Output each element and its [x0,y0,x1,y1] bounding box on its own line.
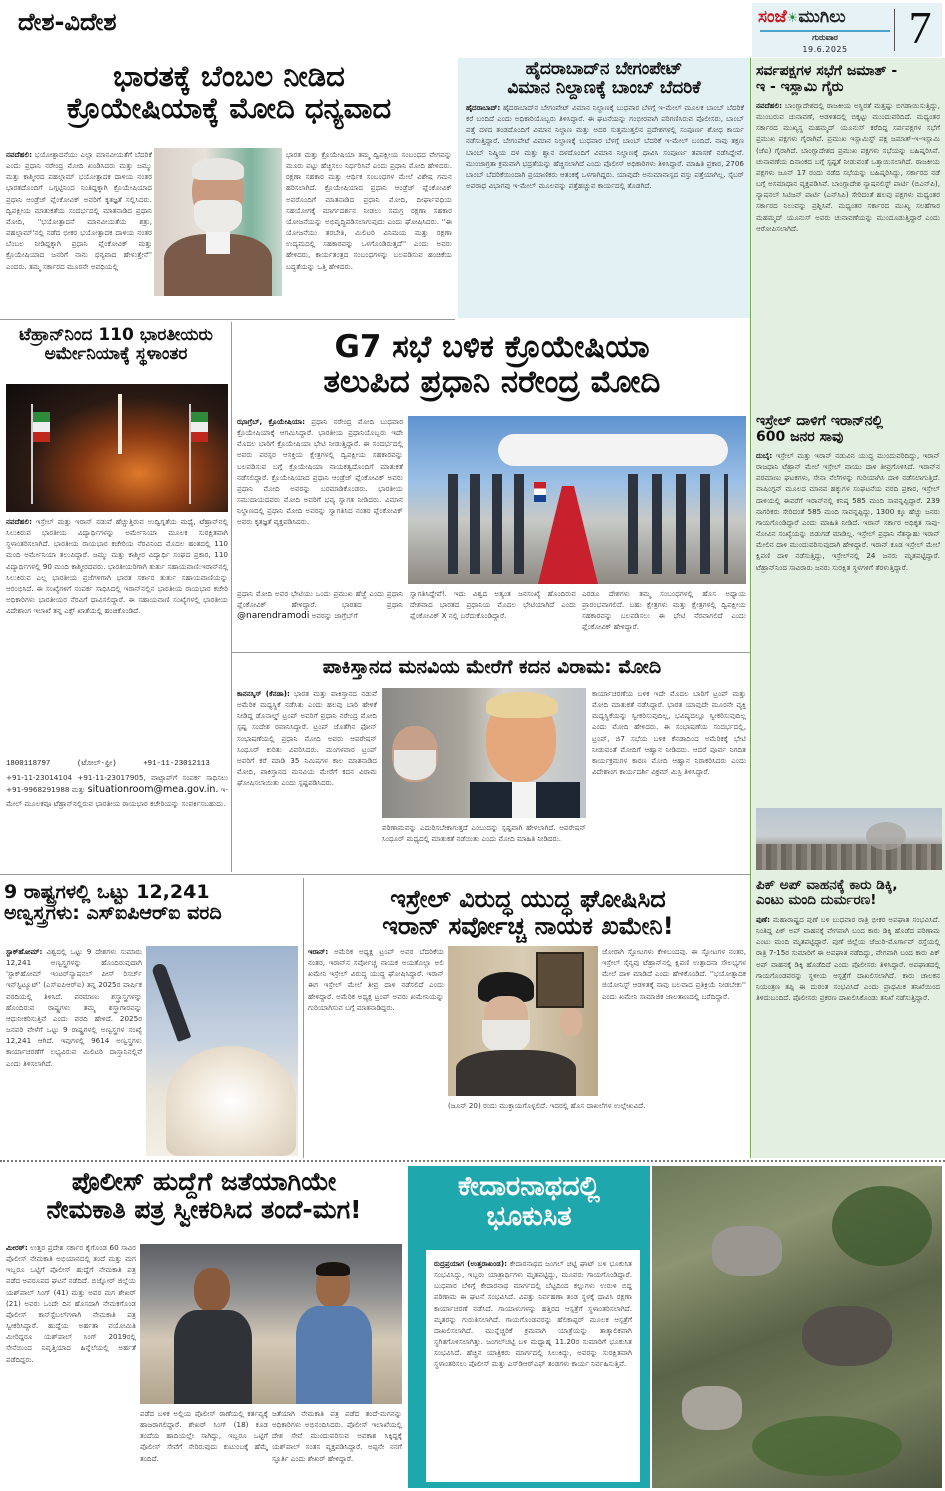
portrait-frame [536,952,584,1008]
son-hair [316,1262,350,1276]
masthead-box [752,3,942,57]
article-text: ಕಾರ್ಯಾಚರಣೆಯ ಬಳಿಕ ಇದೇ ಮೊದಲ ಬಾರಿಗೆ ಟ್ರಂಪ್ ಮತ್ತು ಮೋದಿ ಮಾತುಕತೆ ನಡೆಸಿದ್ದಾರೆ. ಭಾರತ ಯಾವುದೇ ಮೂರನೇ ವ್ಯಕ್ತಿ ಮಧ್ಯಸ್ಥಿಕೆಯನ್ನು ಸ್ವೀಕರಿಸುವುದಿಲ್ಲ, ಭವಿಷ್ಯದಲ್ಲೂ ಸ್ವೀಕರಿಸುವುದಿಲ್ಲ ಎಂದು ಮೋದಿ ಹೇಳಿದರು. ಈ ಸಂಭಾಷಣೆಯ ಸಂದರ್ಭದಲ್ಲಿ, ಟ್ರಂಪ್, ಜಿ7 ಸಭೆಯ ಬಳಿಕ ಕೆನಡಾದಿಂದ ಅಮೆರಿಕಕ್ಕೆ ಭೇಟಿ ನೀಡುವಂತೆ ಮೋದಿಗೆ ಆಹ್ವಾನ ನೀಡಿದರು. ಆದರೆ ಪೂರ್ವ ನಿಗದಿತ ಕಾರ್ಯಕ್ರಮಗಳ ಕಾರಣ ಮೋದಿ ಆಹ್ವಾನ ನಿರಾಕರಿಸಿದರು ಎಂದು ವಿದೇಶಾಂಗ ಕಾರ್ಯದರ್ಶಿ ವಿಕ್ರಮ್ ಮಿಸ್ರಿ ತಿಳಿಸಿದ್ದಾರೆ. [592,689,746,777]
beard [482,1020,530,1054]
dateline: ನವದೆಹಲಿ: [6,517,32,526]
rock-2 [802,1306,892,1366]
g7-col2 [410,588,576,648]
police-col1 [6,1242,136,1486]
zagreb-arrival-photo [408,416,746,584]
headline-line: ಭಾರತಕ್ಕೆ ಬೆಂಬಲ ನೀಡಿದ [113,59,345,93]
flag-pole-left [31,404,33,504]
aircraft [498,434,728,466]
police-col2 [140,1408,268,1488]
father-head [194,1268,230,1312]
portrait-beard [194,200,242,234]
jamaat-body [756,100,940,406]
exhaust-plume [166,1046,296,1156]
building-silhouettes [756,844,942,870]
headline-line: ನೇಮಕಾತಿ ಪತ್ರ ಸ್ವೀಕರಿಸಿದ ತಂದೆ-ಮಗ! [46,1195,362,1224]
father-son-photo [140,1244,402,1404]
kedarnath-body-panel [426,1250,640,1482]
helpline-numbers: +91-11-23014104 +91-11-23017905, ವಾಟ್ಸಾಪ್‌ಗೆ ಸಂಪರ್ಕ ಸಾಧಿಸಲು +91-9968291988 ಮತ್ತು [6,773,228,795]
missile-launch-photo [146,946,298,1156]
article-text: ಹೈದರಾಬಾದ್‌ನ ಬೇಗಂಪೇಟ್ ವಿಮಾನ ನಿಲ್ದಾಣಕ್ಕೆ ಬುಧವಾರ ಬೆಳಗ್ಗೆ ಇ-ಮೇಲ್ ಮೂಲಕ ಬಾಂಬ್ ಬೆದರಿಕೆ ಕರೆ ಬಂದಿದೆ ಎಂದು ಅಧಿಕಾರಿಯೊಬ್ಬರು ತಿಳಿಸಿದ್ದಾರೆ. ಈ ಘಟನೆಯನ್ನು ಗಂಭೀರವಾಗಿ ಪರಿಗಣಿಸಿರುವ ಪೊಲೀಸರು, ಬಾಂಬ್ ಪತ್ತೆ ದಳದ ತಂಡದೊಂದಿಗೆ ವಿಮಾನ ನಿಲ್ದಾಣ ಮತ್ತು ಅದರ ಸುತ್ತಮುತ್ತಲಿನ ಪ್ರದೇಶಗಳಲ್ಲಿ ಸಂಪೂರ್ಣ ಶೋಧ ಕಾರ್ಯ ನಡೆಸುತ್ತಿದ್ದಾರೆ. ಬೇಗಂಪೇಟೆ ವಿಮಾನ ನಿಲ್ದಾಣಕ್ಕೆ ಬುಧವಾರ ಬೆಳಗ್ಗೆ ಬಾಂಬ್ ಬೆದರಿಕೆ ಇ-ಮೇಲ್ ಬಂದಿದೆ. ನಾವು ತಕ್ಷಣ ಬಾಂಬ್ ನಿಷ್ಕ್ರಿಯ ದಳ ಮತ್ತು ಶ್ವಾನ ದಳದೊಂದಿಗೆ ವಿಮಾನ ನಿಲ್ದಾಣಕ್ಕೆ ಧಾವಿಸಿ ಸಂಪೂರ್ಣ ತಪಾಸಣೆ ನಡೆಸಿದ್ದೇವೆ. ಮುಂಜಾಗ್ರತಾ ಕ್ರಮವಾಗಿ ಭದ್ರತೆಯನ್ನು ಹೆಚ್ಚಿಸಲಾಗಿದೆ ಎಂದು ಪೊಲೀಸ್ ಅಧಿಕಾರಿಗಳು ತಿಳಿಸಿದ್ದಾರೆ. ಮಾಹಿತಿ ಪ್ರಕಾರ, 2706 ಬಾಂಬ್ ಬೆದರಿಕೆಯಿಂದಾಗಿ ಪ್ರಯಾಣಿಕರು ಆತಂಕಕ್ಕೆ ಒಳಗಾಗಿದ್ದರು. ಯಾವುದೇ ಅನುಮಾನಾಸ್ಪದ ವಸ್ತು ಪತ್ತೆಯಾಗಿಲ್ಲ. ಸೈಬರ್ ಅಪರಾಧ ವಿಭಾಗವು ಇ-ಮೇಲ್ ಮೂಲವನ್ನು ಪತ್ತೆಹಚ್ಚುವ ಕಾರ್ಯದಲ್ಲಿ ತೊಡಗಿದೆ. [466,103,744,191]
israel-600-headline [756,414,942,445]
article-text: ಭಾರತ ಮತ್ತು ಪಾಕಿಸ್ತಾನದ ನಡುವೆ ಅಮೆರಿಕ ಮಧ್ಯಸ್ಥಿಕೆ ನಡೆಸಿತು ಎಂದು ಹಲವು ಬಾರಿ ಹೇಳಿಕೆ ನೀಡಿದ್ದ ಡೊನಾಲ್ಡ್ ಟ್ರಂಪ್ ಅವರಿಗೆ ಪ್ರಧಾನಿ ನರೇಂದ್ರ ಮೋದಿ ಸ್ಪಷ್ಟ ಸಂದೇಶ ರವಾನಿಸಿದ್ದಾರೆ. ಟ್ರಂಪ್ ಜೊತೆಗಿನ ಫೋನ್ ಸಂಭಾಷಣೆಯಲ್ಲಿ ಪ್ರಧಾನಿ ಮೋದಿ ಅವರು ಆಪರೇಷನ್ ಸಿಂಧೂರ್ ಕುರಿತು ವಿವರಿಸಿದರು. ಮಂಗಳವಾರ ಟ್ರಂಪ್ ಅವರಿಗೆ ಕರೆ ಮಾಡಿ 35 ನಿಮಿಷಗಳ ಕಾಲ ಮಾತನಾಡಿದ ಮೋದಿ, ಪಾಕಿಸ್ತಾನದ ಮನವಿಯ ಮೇರೆಗೆ ಕದನ ವಿರಾಮ ಘೋಷಿಸಲಾಯಿತು ಎಂದು ಸ್ಪಷ್ಟಪಡಿಸಿದರು. [237,689,377,788]
helpline-block [6,772,228,872]
headline-line: 600 ಜನರ ಸಾವು [756,428,844,445]
hyderabad-box [458,58,750,318]
masthead-divider [894,9,895,51]
kedarnath-body [434,1258,632,1476]
police-col3 [272,1408,402,1488]
headline-line: ಅರ್ಮೇನಿಯಾಕ್ಕೆ ಸ್ಥಳಾಂತರ [44,344,188,365]
divider [232,652,750,653]
police-headline [0,1168,408,1224]
paper-name-black: ಮುಗಿಲು [798,7,846,27]
honor-guard-right [628,474,728,574]
headline-line: ಇರಾನ್ ಸರ್ವೋಚ್ಚ ನಾಯಕ ಖಮೇನಿ! [382,911,674,940]
g7-headline [234,330,750,399]
article-text: ಪ್ರಧಾನಿ ನರೇಂದ್ರ ಮೋದಿ ಬುಧವಾರ ಕ್ರೊಯೇಷಿಯಾಕ್ಕೆ ಆಗಮಿಸಿದ್ದಾರೆ. ಭಾರತೀಯ ಪ್ರಧಾನಿಯೊಬ್ಬರು ಇದೇ ಮೊದಲ ಬಾರಿಗೆ ಕ್ರೊಯೇಷಿಯಾ ಭೇಟಿ ನೀಡುತ್ತಿದ್ದಾರೆ. ಈ ಸಂದರ್ಭದಲ್ಲಿ ಅವರು ಪರಸ್ಪರ ಆಸಕ್ತಿಯ ಕ್ಷೇತ್ರಗಳಲ್ಲಿ ದ್ವಿಪಕ್ಷೀಯ ಸಹಕಾರವನ್ನು ಬಲಪಡಿಸುವ ಬಗ್ಗೆ ಕ್ರೊಯೇಷಿಯಾ ನಾಯಕತ್ವದೊಂದಿಗೆ ಮಾತುಕತೆ ನಡೆಸಲಿದ್ದಾರೆ. ಕ್ರೊಯೇಷಿಯಾದ ಪ್ರಧಾನಿ ಆಂಡ್ರೆಜ್ ಪ್ಲೆಂಕೋವಿಕ್ ಅವರು ಪ್ರಧಾನಿ ಮೋದಿ ಅವರನ್ನು ಬರಮಾಡಿಕೊಂಡರು. ಭಾರತೀಯ ಸಮುದಾಯದವರು ಮೋದಿ ಅವರಿಗೆ ಭವ್ಯ ಸ್ವಾಗತ ನೀಡಿದರು. ವಿಮಾನ ನಿಲ್ದಾಣದಲ್ಲಿ ಪ್ರಧಾನಿ ಮೋದಿ ಅವರನ್ನು ಸ್ವಾಗತಿಸಿದ ನಂತರ ಪ್ಲೆಂಕೋವಿಕ್ ಅವರು ಕೃತಜ್ಞತೆ ವ್ಯಕ್ತಪಡಿಸಿದರು. [237,417,403,527]
headline-line: ಪೊಲೀಸ್ ಹುದ್ದೆಗೆ ಜತೆಯಾಗಿಯೇ [71,1167,337,1196]
flag-right [190,412,208,442]
headline-line: ಎಂಟು ಮಂದಿ ದುರ್ಮರಣ! [756,892,877,909]
croatia-thanks-headline [0,60,458,125]
rock-1 [712,1226,782,1276]
hyderabad-headline [458,60,750,98]
dateline: ನವದೆಹಲಿ: [756,101,782,110]
trump-shirt [512,782,536,818]
landslide-photo [652,1166,942,1488]
tehran-fire-photo [6,384,228,512]
logo-underline [760,30,890,32]
red-carpet [538,486,598,584]
helpline-email[interactable]: situationroom@mea.gov.in. [87,784,219,796]
article-text: ಅಮೆರಿಕ ಅಧ್ಯಕ್ಷ ಟ್ರಂಪ್ ಅವರ ಬೆದರಿಕೆಯ ನಂತರ, ಇರಾನ್‌ನ ಸರ್ವೋಚ್ಚ ನಾಯಕ ಅಯತೊಲ್ಲಾ ಅಲಿ ಖಮೇನಿ ಇಸ್ರೇಲ್ ವಿರುದ್ಧ ಯುದ್ಧ ಘೋಷಿಸಿದ್ದಾರೆ. ಇರಾನ್ ಈಗ ಇಸ್ರೇಲ್ ಮೇಲೆ ತೀವ್ರ ದಾಳಿ ನಡೆಸಲಿದೆ ಎಂದು ಹೇಳಿದ್ದಾರೆ. ಅಮೆರಿಕ ಅಧ್ಯಕ್ಷ ಟ್ರಂಪ್ ಅವರು ಖಮೇನಿಯನ್ನು ಗುರಿಯಾಗಿಸುವ ಬಗ್ಗೆ ಮಾತನಾಡಿದ್ದರು. [308,947,444,1012]
article-text: (ಜೂನ್ 20) ರಂದು ಮುಕ್ತಾಯಗೊಳ್ಳಲಿದೆ. ಇದರಲ್ಲಿ ಹೊಸ ದಾಖಲೆಗಳ ಉಲ್ಲೇಖವಿದೆ. [448,1101,646,1110]
son-shirt [296,1306,372,1404]
article-text: ಭಯೋತ್ಪಾದನೆಯು ಎಲ್ಲಾ ಮಾನವೀಯತೆಗೆ ಬೆದರಿಕೆ ಎಂದು ಪ್ರಧಾನಿ ನರೇಂದ್ರ ಮೋದಿ ಖಂಡಿಸಿದರು ಮತ್ತು ಜಮ್ಮು ಮತ್ತು ಕಾಶ್ಮೀರದ ಪಹಲ್ಗಾಮ್ ಭಯೋತ್ಪಾದಕ ದಾಳಿಯ ನಂತರ ಭಾರತದೊಂದಿಗೆ ಒಗ್ಗಟ್ಟಿನಿಂದ ನಿಂತಿದ್ದಕ್ಕಾಗಿ ಕ್ರೊಯೇಷಿಯಾದ ಪ್ರಧಾನಿ ಆಂಡ್ರೆಜ್ ಪ್ಲೆಂಕೋವಿಕ್ ಅವರಿಗೆ ಕೃತಜ್ಞತೆ ಸಲ್ಲಿಸಿದರು. ದ್ವಿಪಕ್ಷೀಯ ಮಾತುಕತೆಯ ಸಂದರ್ಭದಲ್ಲಿ ಮಾತನಾಡಿದ ಪ್ರಧಾನಿ ಮೋದಿ, ''ಭಯೋತ್ಪಾದನೆ ಮಾನವೀಯತೆಯ ಶತ್ರು, ಪಹಲ್ಗಾಮ್'ನಲ್ಲಿ ನಡೆದ ಭೀಕರ ಭಯೋತ್ಪಾದಕ ದಾಳಿಯ ನಂತರ ಬೆಂಬಲ ನೀಡಿದ್ದಕ್ಕಾಗಿ ಪ್ರಧಾನಿ ಪ್ಲೆಂಕೋವಿಕ್ ಮತ್ತು ಕ್ರೊಯೇಷಿಯಾದ ಜನರಿಗೆ ನಾನು ಧನ್ಯವಾದ ಹೇಳುತ್ತೇನೆ'' ಎಂದರು. ತಮ್ಮ ಸರ್ಕಾರದ ಮೂರನೇ ಅವಧಿಯಲ್ಲಿ [6,150,152,271]
pakistan-headline: ಪಾಕಿಸ್ತಾನದ ಮನವಿಯ ಮೇರೆಗೆ ಕದನ ವಿರಾಮ: ಮೋದಿ [322,656,662,678]
dateline: ನವದೆಹಲಿ: [6,150,32,159]
article-text: ಬಾಂಗ್ಲಾದೇಶದಲ್ಲಿ ರಾಜಕೀಯ ಅಸ್ಥಿರತೆ ಮತ್ತಷ್ಟು ಬಿಗಡಾಯಿಸುತ್ತಿದ್ದು, ಮುಂಬರುವ ಚುನಾವಣೆ, ಆಡಳಿತದಲ್ಲಿ ಬಿಕ್ಕಟ್ಟು ಮುಂದುವರಿದಿದೆ. ಮಧ್ಯಂತರ ಸರ್ಕಾರದ ಮುಖ್ಯಸ್ಥ ಮಹಮ್ಮದ್ ಯೂನುಸ್ ಕರೆದಿದ್ದ ಸರ್ವಪಕ್ಷಗಳ ಸಭೆಗೆ ಪ್ರಮುಖ ಪಕ್ಷಗಳು ಗೈರಾಗಿವೆ. ಪ್ರಮುಖ ಇಸ್ಲಾಮಿಸ್ಟ್ ಪಕ್ಷ ಜಮಾತ್-ಇ-ಇಸ್ಲಾಮಿ (ಜೆಐ) ಗೈರಾಗಿದೆ. ಬಾಂಗ್ಲಾದೇಶದ ಪ್ರಮುಖ ಪಕ್ಷಗಳು ಸಭೆಯನ್ನು ಬಹಿಷ್ಕರಿಸಿವೆ. ಚುನಾವಣೆಯ ದಿನಾಂಕದ ಬಗ್ಗೆ ಸ್ಪಷ್ಟತೆ ನೀಡುವಂತೆ ಒತ್ತಾಯಿಸಲಾಗಿದೆ. ರಾಜಕೀಯ ಪಕ್ಷಗಳು ಜೂನ್ 17 ರಂದು ನಡೆದ ಸಭೆಯನ್ನು ಬಹಿಷ್ಕರಿಸಿದ್ದು, ಸರ್ಕಾರದ ನಡೆ ಬಗ್ಗೆ ಅಸಮಾಧಾನ ವ್ಯಕ್ತಪಡಿಸಿವೆ. ಬಾಂಗ್ಲಾದೇಶ ನ್ಯಾಷನಲಿಸ್ಟ್ ಪಾರ್ಟಿ (ಬಿಎನ್‌ಪಿ), ನ್ಯಾಷನಲ್ ಸಿಟಿಜನ್ ಪಾರ್ಟಿ (ಎನ್‌ಸಿಪಿ) ಸೇರಿದಂತೆ ಹಲವು ಪಕ್ಷಗಳು ಮಧ್ಯಂತರ ಸರ್ಕಾರದ ನಿಲುವನ್ನು ಪ್ರಶ್ನಿಸಿವೆ. ಮಧ್ಯಂತರ ಸರ್ಕಾರದ ಮುಖ್ಯ ಸಲಹೆಗಾರ ಮಹಮ್ಮದ್ ಯೂನುಸ್ ಅವರು ಚುನಾವಣೆಯನ್ನು ಮುಂದೂಡುತ್ತಿದ್ದಾರೆ ಎಂದು ಆರೋಪಿಸಲಾಗಿದೆ. [756,101,940,233]
headline-line: ಇಸ್ರೇಲ್ ವಿರುದ್ಧ ಯುದ್ಧ ಘೋಷಿಸಿದ [390,885,666,913]
robe [456,1050,576,1096]
page-number: 7 [908,2,932,53]
headline-line: ಕ್ರೊಯೇಷಿಯಾಕ್ಕೆ ಮೋದಿ ಧನ್ಯವಾದ [66,91,392,126]
khamenei-col1 [308,946,444,1096]
khamenei-headline [306,886,750,940]
kedarnath-box [408,1166,650,1488]
headline-line: ಇಸ್ರೇಲ್ ದಾಳಿಗೆ ಇರಾನ್‌ನಲ್ಲಿ [756,413,883,429]
dateline: ಕಾನನಸ್ಕಿಸ್ (ಕೆನಡಾ): [237,689,290,698]
headline-line: ಹೈದರಾಬಾದ್‌ನ ಬೇಗಂಪೇಟ್ [525,59,683,79]
headline-line: G7 ಸಭೆ ಬಳಿಕ ಕ್ರೊಯೇಷಿಯಾ [334,329,650,365]
dateline: ಪುಣೆ: [756,915,770,924]
croatian-flag [534,482,546,502]
hyderabad-body [466,102,744,314]
article-text: ಇಸ್ರೇಲ್ ಮತ್ತು ಇರಾನ್ ನಡುವೆ ಹೆಚ್ಚುತ್ತಿರುವ ಉದ್ವಿಗ್ನತೆಯ ಮಧ್ಯೆ, ಟೆಹ್ರಾನ್‌ನಲ್ಲಿ ಸಿಲುಕಿರುವ ಭಾರತೀಯ ವಿದ್ಯಾರ್ಥಿಗಳನ್ನು ಅರ್ಮೇನಿಯಾ ಮೂಲಕ ಸುರಕ್ಷಿತವಾಗಿ ಸ್ಥಳಾಂತರಿಸಲಾಗಿದೆ. ಭಾರತೀಯ ರಾಯಭಾರ ಕಚೇರಿಯ ನೆರವಿನಿಂದ ಮೊದಲ ಹಂತದಲ್ಲಿ 110 ಮಂದಿ ಅರ್ಮೇನಿಯಾ ತಲುಪಿದ್ದಾರೆ. ಜಮ್ಮು ಮತ್ತು ಕಾಶ್ಮೀರ ವಿದ್ಯಾರ್ಥಿ ಸಂಘದ ಪ್ರಕಾರ, 110 ವಿದ್ಯಾರ್ಥಿಗಳಲ್ಲಿ 90 ಮಂದಿ ಕಾಶ್ಮೀರದವರು. ಭಾರತೀಯರಿಗಾಗಿ ತುರ್ತು ಸಹಾಯವಾಣಿ:ಇರಾನ್‌ನಲ್ಲಿ ಸಿಲುಕಿರುವ ಎಲ್ಲ ಭಾರತೀಯ ಪ್ರಜೆಗಳಿಗಾಗಿ ಭಾರತ ಸರ್ಕಾರ ತುರ್ತು ಸಹಾಯವಾಣಿಯನ್ನು ಆರಂಭಿಸಿದೆ. ಈ ಸಂಖ್ಯೆಗಳಿಗೆ ಸಂಪರ್ಕ ಸಾಧಿಸಿದಲ್ಲಿ ಇರಾನ್‌ನಲ್ಲಿನ ಭಾರತೀಯ ರಾಯಭಾರ ಕಚೇರಿ ಅಧಿಕಾರಿಗಳು ಭಾರತೀಯರ ನೆರವಿಗೆ ಧಾವಿಸಲಿದ್ದಾರೆ. ಈ ಸಹಾಯವಾಣಿ ಸಂಖ್ಯೆಗಳಲ್ಲಿ ಭಾರತೀಯ ವಿದೇಶಾಂಗ ಇಲಾಖೆ ತನ್ನ ಎಕ್ಸ್ ಖಾತೆಯಲ್ಲಿ ಹಂಚಿಕೊಂಡಿದೆ. [6,517,228,616]
jamaat-headline [756,64,942,95]
armenia-headline [0,326,232,364]
trump-hair [486,692,558,718]
raised-hand [560,1008,582,1036]
headline-line: ಅಣ್ವಸ್ತ್ರಗಳು: ಎಸ್‌ಐಪಿಆರ್‌ಐ ವರದಿ [4,902,222,925]
section-title: ದೇಶ-ವಿದೇಶ [18,8,117,36]
issue-day: ಗುರುವಾರ [812,33,838,42]
armenia-body [6,516,228,756]
column-rule [303,878,304,1158]
divider [0,874,750,875]
article-text: ಕೇದಾರನಾಥದ ಜಂಗಲ್ ಚಟ್ಟಿ ಘಾಟ್ ಬಳಿ ಭೂಕುಸಿತ ಸಂಭವಿಸಿದ್ದು, ಇಬ್ಬರು ಯಾತ್ರಾರ್ಥಿಗಳು ಮೃತಪಟ್ಟಿದ್ದು, ಮೂವರು ಗಾಯಗೊಂಡಿದ್ದಾರೆ. ಬುಧವಾರ ಬೆಳಿಗ್ಗೆ ಕೇದಾರನಾಥ ಮಾರ್ಗದಲ್ಲಿ ಬೆಟ್ಟದಿಂದ ಕಲ್ಲುಗಳು ಉರುಳಿ ಬಿದ್ದ ಪರಿಣಾಮ ಈ ಘಟನೆ ಸಂಭವಿಸಿದೆ. ವಿಪತ್ತು ನಿರ್ವಹಣಾ ತಂಡ ಸ್ಥಳಕ್ಕೆ ಧಾವಿಸಿ ರಕ್ಷಣಾ ಕಾರ್ಯಾಚರಣೆ ನಡೆಸಿದೆ. ಗಾಯಾಳುಗಳನ್ನು ಹತ್ತಿರದ ಆಸ್ಪತ್ರೆಗೆ ಸ್ಥಳಾಂತರಿಸಲಾಗಿದೆ. ಮೃತರನ್ನು ಗುರುತಿಸಲಾಗಿದೆ. ಗಾಯಗೊಂಡವರನ್ನು ಹೆಲಿಕಾಪ್ಟರ್ ಮೂಲಕ ಆಸ್ಪತ್ರೆಗೆ ದಾಖಲಿಸಲಾಗಿದೆ. ಮುನ್ನೆಚ್ಚರಿಕೆ ಕ್ರಮವಾಗಿ ಯಾತ್ರೆಯನ್ನು ತಾತ್ಕಾಲಿಕವಾಗಿ ಸ್ಥಗಿತಗೊಳಿಸಲಾಗಿತ್ತು. ಜಂಗಲ್‌ಚಟ್ಟಿ ಬಳಿ ಮಧ್ಯಾಹ್ನ 11.20ರ ಸುಮಾರಿಗೆ ಭೂಕುಸಿತ ಸಂಭವಿಸಿದೆ. ಹೆಚ್ಚಿನ ಯಾತ್ರಿಕರು ಮಾರ್ಗದಲ್ಲಿ ಸಿಲುಕಿದ್ದು, ಅವರನ್ನು ಸುರಕ್ಷಿತವಾಗಿ ಸ್ಥಳಾಂತರಿಸಲು ಪೊಲೀಸ್ ಮತ್ತು ಎಸ್‌ಡಿಆರ್‌ಎಫ್ ತಂಡಗಳು ಕಾರ್ಯ ನಿರ್ವಹಿಸುತ್ತಿವೆ. [434,1259,632,1369]
khamenei-caption [448,1100,746,1156]
headline-line: ಭೂಕುಸಿತ [486,1201,572,1233]
tehran-skyline-photo [756,808,942,870]
kedarnath-headline [408,1172,650,1232]
headline-line: ಕೇದಾರನಾಥದಲ್ಲಿ [457,1171,601,1202]
pakistan-col1 [237,688,377,818]
flag-left [32,412,50,442]
divider [0,319,455,320]
dateline: ಸ್ಟಾಕ್‌ಹೋಮ್: [6,947,43,956]
g7-col3 [582,588,746,648]
g7-col1 [237,416,403,584]
article-text: ಪ್ರಧಾನಿ ಮೋದಿ ಅವರ ಭೇಟಿಯು ಒಂದು ಪ್ರಮುಖ ಹೆಜ್ಜೆ ಎಂದು ಪ್ರಧಾನಿ ಪ್ಲೆಂಕೋವಿಕ್ ಹೇಳಿದ್ದಾರೆ. ಭಾರತದ ಪ್ರಧಾನಿ [237,589,403,610]
dateline: ಝಾಗ್ರೆಬ್, ಕ್ರೊಯೇಷಿಯಾ: [237,417,306,426]
modi-portrait-photo [154,148,282,296]
portrait-collar [206,232,230,254]
paper-name-red: ಸಂಜೆ [758,7,787,27]
paper-logo [758,7,894,29]
headline-line: 9 ರಾಷ್ಟ್ರಗಳಲ್ಲಿ ಒಟ್ಟು 12,241 [4,881,210,903]
modi-trump-photo [382,688,586,818]
missile [151,962,192,1042]
headline-line: ವಿಮಾನ ನಿಲ್ದಾಣಕ್ಕೆ ಬಾಂಬ್ ಬೆದರಿಕೆ [507,78,701,99]
nuclear-body [6,946,142,1160]
headline-line: ಟೆಹ್ರಾನ್‌ನಿಂದ 110 ಭಾರತೀಯರು [19,325,213,345]
article-text: ಭಾರತ ಮತ್ತು ಕ್ರೊಯೇಷಿಯಾ ತಮ್ಮ ದ್ವಿಪಕ್ಷೀಯ ಸಂಬಂಧದ ವೇಗವನ್ನು ಮೂರು ಪಟ್ಟು ಹೆಚ್ಚಿಸಲು ನಿರ್ಧರಿಸಿವೆ ಎಂದು ಪ್ರಧಾನಿ ಮೋದಿ ಹೇಳಿದರು. ರಕ್ಷಣಾ ಸಹಕಾರ ಮತ್ತು ಆರ್ಥಿಕ ಸಂಬಂಧಗಳ ಮೇಲೆ ವಿಶೇಷ ಗಮನ ಹರಿಸಲಾಗಿದೆ. ಕ್ರೊಯೇಷಿಯಾದ ಪ್ರಧಾನಿ ಆಂಡ್ರೆಜ್ ಪ್ಲೆಂಕೋವಿಕ್ ಅವರೊಂದಿಗೆ ಮಾತನಾಡಿದ ಪ್ರಧಾನಿ ಮೋದಿ, ದೀರ್ಘಾವಧಿಯ ಸಹಯೋಗಕ್ಕೆ ಮಾರ್ಗದರ್ಶನ ನೀಡಲು ಸಮಗ್ರ ರಕ್ಷಣಾ ಸಹಕಾರ ಯೋಜನೆಯನ್ನು ಅಭಿವೃದ್ಧಿಪಡಿಸಲಾಗುವುದು ಎಂದು ಘೋಷಿಸಿದರು. ''ಈ ಯೋಜನೆಯು ತರಬೇತಿ, ಮಿಲಿಟರಿ ವಿನಿಮಯ ಮತ್ತು ರಕ್ಷಣಾ ಉದ್ಯಮದಲ್ಲಿ ಸಹಕಾರವನ್ನು ಒಳಗೊಂಡಿರುತ್ತದೆ'' ಎಂದು ಅವರು ಹೇಳಿದರು, ಕಾರ್ಯತಂತ್ರದ ಸಂಬಂಧಗಳನ್ನು ಬಲಪಡಿಸುವ ಹಂಚಿಕೆಯ ಬದ್ಧತೆಯನ್ನು ಒತ್ತಿ ಹೇಳಿದರು. [286,150,452,271]
nuclear-headline [4,882,300,925]
article-text: ಪರಿಣಾಮವನ್ನು ಎದುರಿಸಬೇಕಾಗುತ್ತದೆ ಎಂಬುದನ್ನು ಸ್ಪಷ್ಟವಾಗಿ ಹೇಳಲಾಗಿದೆ. ಆಪರೇಷನ್ ಸಿಂಧೂರ್ ಮಧ್ಯದಲ್ಲಿ ಮಾತುಕತೆ ನಡೆಯಿತು ಎಂದು ಮೋದಿ ಮಾಹಿತಿ ನೀಡಿದರು. [382,823,586,844]
column-rule [231,322,232,872]
twitter-handle[interactable]: @narendramodi [237,611,310,622]
article-text: ಉತ್ತರ ಪ್ರದೇಶ ಸರ್ಕಾರ ಕೈಗೊಂಡ 60 ಸಾವಿರ ಪೊಲೀಸ್ ನೇಮಕಾತಿ ಅಭಿಯಾನದಲ್ಲಿ ತಂದೆ ಮತ್ತು ಮಗ ಇಬ್ಬರೂ ಒಟ್ಟಿಗೆ ಪೊಲೀಸ್ ಹುದ್ದೆಗೆ ನೇಮಕಾತಿ ಪತ್ರ ಪಡೆದ ಅಪರೂಪದ ಘಟನೆ ನಡೆದಿದೆ. ಬಿಜ್ನೋರ್ ಜಿಲ್ಲೆಯ ಯಶ್‌ಪಾಲ್ ಸಿಂಗ್ (41) ಮತ್ತು ಅವರ ಮಗ ಶೇಖರ್ (21) ಅವರು ಒಂದೇ ದಿನ ಹೊಸದಾಗಿ ನೇಮಕಗೊಂಡ ಪೊಲೀಸ್ ಕಾನ್‌ಸ್ಟೆಬಲ್‌ಗಳಾಗಿ ನೇಮಕಾತಿ ಪತ್ರ ಸ್ವೀಕರಿಸಿದ್ದಾರೆ. ಹುದ್ದೆಯ ಅರ್ಹತಾ ವಯೋಮಿತಿ ಮೀರಿದ್ದರೂ ಯಶ್‌ಪಾಲ್ ಸಿಂಗ್ 2019ರಲ್ಲಿ ಸೇನೆಯಿಂದ ನಿವೃತ್ತಿಯಾದ ಹಿನ್ನೆಲೆಯಲ್ಲಿ ಅರ್ಹತೆ ಪಡೆದಿದ್ದರು. [6,1243,136,1364]
modi-beard [394,750,436,780]
article-text: ಜತೆಯಾಗಿ ನೇಮಕಾತಿ ಪತ್ರ ಪಡೆದ ತಂದೆ-ಮಗನನ್ನು ಅಧಿಕಾರಿಗಳು ಅಭಿನಂದಿಸಿದರು. ಪೊಲೀಸ್ ಇಲಾಖೆಯಲ್ಲಿ ದೇಶ ಸೇವೆ ಮುಂದುವರಿಸುವ ಅವಕಾಶ ಸಿಕ್ಕಿದ್ದಕ್ಕೆ ಯಶ್‌ಪಾಲ್ ಸಂತಸ ವ್ಯಕ್ತಪಡಿಸಿದ್ದಾರೆ. ಅಪ್ಪನೇ ನನಗೆ ಸ್ಫೂರ್ತಿ ಎಂದು ಶೇಖರ್ ಹೇಳಿದ್ದಾರೆ. [272,1409,402,1463]
helpline-tail: ಇ-ಮೇಲ್ ಮೂಲಕವೂ ಟೆಹ್ರಾನ್‌ನಲ್ಲಿರುವ ಭಾರತೀಯ ರಾಯಭಾರ ಕಚೇರಿಯನ್ನು ಸಂಪರ್ಕಿಸಬಹುದು. [6,785,228,808]
pickup-body [756,914,940,1154]
vegetation [832,1186,932,1266]
headline-line: ಪಿಕ್ ಅಪ್ ವಾಹನಕ್ಕೆ ಕಾರು ಡಿಕ್ಕಿ, [756,877,898,893]
dateline: ಮೀರಠ್: [6,1243,28,1252]
article-text: ಅವರನ್ನು ಜಾಗ್ರೆಬ್‌ಗೆ [311,611,358,621]
dotted-divider [0,1160,945,1162]
headline-line: ತಲುಪಿದ ಪ್ರಧಾನಿ ನರೇಂದ್ರ ಮೋದಿ [323,363,661,400]
palm-icon: ☀ [786,11,799,26]
honor-guard-left [448,474,528,574]
flag-pole-right [189,404,191,504]
sidebar-rule [750,58,751,1158]
article-text: ಇಸ್ರೇಲ್ ಮತ್ತು ಇರಾನ್ ನಡುವಿನ ಯುದ್ಧ ಮುಂದುವರಿದಿದ್ದು, ಇರಾನ್ ರಾಜಧಾನಿ ಟೆಹ್ರಾನ್ ಮೇಲೆ ಇಸ್ರೇಲ್ ವಾಯು ದಾಳಿ ತೀವ್ರಗೊಳಿಸಿದೆ. ಇರಾನ್‌ನ ಪರಮಾಣು ಘಟಕಗಳು, ಸೇನಾ ನೆಲೆಗಳನ್ನು ಗುರಿಯಾಗಿಸಿ ದಾಳಿ ನಡೆಸಲಾಗುತ್ತಿದೆ. ವಾಷಿಂಗ್ಟನ್ ಮೂಲದ ಮಾನವ ಹಕ್ಕುಗಳ ಸಂಘಟನೆಯ ವರದಿ ಪ್ರಕಾರ, ಇಸ್ರೇಲ್ ದಾಳಿಯಲ್ಲಿ ಈವರೆಗೆ ಇರಾನ್‌ನಲ್ಲಿ ಕನಿಷ್ಠ 585 ಮಂದಿ ಸಾವನ್ನಪ್ಪಿದ್ದಾರೆ. 239 ನಾಗರಿಕರು ಸೇರಿದಂತೆ 585 ಮಂದಿ ಸಾವನ್ನಪ್ಪಿದ್ದು, 1300 ಕ್ಕೂ ಹೆಚ್ಚು ಜನರು ಗಾಯಗೊಂಡಿದ್ದಾರೆ ಎಂದು ಮಾಹಿತಿ ನೀಡಿದೆ. ಇರಾನ್ ಸರ್ಕಾರ ಅಧಿಕೃತ ಸಾವು-ನೋವಿನ ಸಂಖ್ಯೆಯನ್ನು ಬಿಡುಗಡೆ ಮಾಡಿಲ್ಲ. ಇಸ್ರೇಲ್ ಪ್ರಧಾನಿ ನೆತನ್ಯಾಹು ಇರಾನ್ ಮೇಲಿನ ದಾಳಿ ಮುಂದುವರಿಸುವುದಾಗಿ ಹೇಳಿದ್ದಾರೆ. ಇರಾನ್ ಕೂಡ ಇಸ್ರೇಲ್ ಮೇಲೆ ಕ್ಷಿಪಣಿ ದಾಳಿ ನಡೆಸುತ್ತಿದ್ದು, ಇಸ್ರೇಲ್‌ನಲ್ಲಿ 24 ಜನರು ಮೃತಪಟ್ಟಿದ್ದಾರೆ. ಟೆಹ್ರಾನ್‌ನಿಂದ ಸಾವಿರಾರು ಜನರು ಸುರಕ್ಷಿತ ಸ್ಥಳಗಳಿಗೆ ತೆರಳುತ್ತಿದ್ದಾರೆ. [756,451,940,572]
vegetation [752,1416,902,1476]
croatia-thanks-col1 [6,149,152,314]
smoke-plume [866,822,906,850]
helpline-line-1: 1800118797 (ಟೋಲ್-ಫ್ರೀ) +91-11-23012113 [6,760,210,768]
dateline: ಇರಾನ್: [308,947,329,956]
article-text: ಪಡೆದ ಬಳಿಕ ಅಲ್ಲಿಯ ಪೊಲೀಸ್ ಠಾಣೆಯಲ್ಲಿ ಕರ್ತವ್ಯಕ್ಕೆ ಹಾಜರಾಗಲಿದ್ದಾರೆ. ಶೇಖರ್ ಸಿಂಗ್ (18) ಕೂಡ ತಂದೆಯ ಹಾದಿಯಲ್ಲೇ ಸಾಗಿದ್ದು, ಇಬ್ಬರೂ ಒಟ್ಟಿಗೆ ಪೊಲೀಸ್ ಸೇವೆಗೆ ಸೇರಿರುವುದು ಕುಟುಂಬಕ್ಕೆ ಹೆಮ್ಮೆ ತಂದಿದೆ. [140,1409,268,1463]
rock-3 [682,1386,742,1430]
g7-col1-tail [237,588,403,648]
light-tower [118,394,122,454]
khamenei-photo [448,946,598,1096]
dateline: ಹೈದರಾಬಾದ್: [466,103,501,112]
headline-line: ಸರ್ವಪಕ್ಷಗಳ ಸಭೆಗೆ ಜಮಾತ್ - [756,63,898,79]
issue-date: 19.6.2025 [802,45,848,54]
article-text: ಸ್ವಾಗತಿಸಿದ್ದೇವೆ!. ಇದು ವಿಶ್ವದ ಅತ್ಯಂತ ಜನಸಂಖ್ಯೆ ಹೊಂದಿರುವ ದೇಶವಾದ ಭಾರತದ ಪ್ರಧಾನಿಯ ಮೊದಲ ಭೇಟಿಯಾಗಿದೆ ಎಂದು ಪ್ಲೆಂಕೋವಿಕ್ X ನಲ್ಲಿ ಬರೆದುಕೊಂಡಿದ್ದಾರೆ. [410,589,576,621]
pakistan-caption [382,822,586,866]
article-text: ವಿಶ್ವದಲ್ಲಿ ಒಟ್ಟು 9 ದೇಶಗಳು ಸುಮಾರು 12,241 ಅಣ್ವಸ್ತ್ರಗಳನ್ನು ಹೊಂದಿರುವುದಾಗಿ 'ಸ್ಟಾಕ್‌ಹೋಮ್ ಇಂಟರ್‌ನ್ಯಾಷನಲ್ ಪೀಸ್ ರಿಸರ್ಚ್ ಇನ್‌ಸ್ಟಿಟ್ಯೂಟ್' (ಎಸ್‌ಐಪಿಆರ್‌ಐ) ತನ್ನ 2025ರ ವಾರ್ಷಿಕ ವರದಿಯಲ್ಲಿ ತಿಳಿಸಿದೆ. ಪರಮಾಣು ಶಸ್ತ್ರಾಸ್ತ್ರಗಳನ್ನು ಹೊಂದಿರುವ ರಾಷ್ಟ್ರಗಳು ತಮ್ಮ ಶಸ್ತ್ರಾಗಾರವನ್ನು ಆಧುನೀಕರಿಸುತ್ತಿವೆ ಎಂದು ವರದಿ ಹೇಳಿದೆ. 2025ರ ಜನವರಿ ವೇಳೆಗೆ ಒಟ್ಟು 9 ರಾಷ್ಟ್ರಗಳಲ್ಲಿ ಅಣ್ವಸ್ತ್ರಗಳ ಸಂಖ್ಯೆ 12,241 ಆಗಿದೆ. ಇವುಗಳಲ್ಲಿ 9614 ಅಣ್ವಸ್ತ್ರಗಳು ಕಾರ್ಯಾಚರಣೆಗೆ ಲಭ್ಯವಿರುವ ಮಿಲಿಟರಿ ದಾಸ್ತಾನಿನಲ್ಲಿವೆ ಎಂದು ತಿಳಿಸಲಾಗಿದೆ. [6,947,142,1068]
dateline: ದುಬೈ: [756,451,773,460]
khamenei-col3 [602,946,746,1096]
israel-600-body [756,450,940,806]
headline-line: ಇ - ಇಸ್ಲಾಮಿ ಗೈರು [756,78,844,95]
article-text: ಎರಡೂ ದೇಶಗಳು ತಮ್ಮ ಸಂಬಂಧಗಳಲ್ಲಿ ಹೊಸ ಅಧ್ಯಾಯ ಪ್ರಾರಂಭವಾಗಲಿದೆ. ಬಹು ಕ್ಷೇತ್ರಗಳು ಮತ್ತು ಕ್ಷೇತ್ರಗಳಲ್ಲಿ ದ್ವಿಪಕ್ಷೀಯ ಸಹಕಾರವನ್ನು ಬಲಪಡಿಸಲು ಈ ಭೇಟಿ ನೆರವಾಗಲಿದೆ ಎಂದು ಪ್ಲೆಂಕೋವಿಕ್ ಹೇಳಿದ್ದಾರೆ. [582,589,746,632]
portrait-hair [192,158,244,180]
father-shirt [174,1310,252,1404]
article-text: ಮಹಾರಾಷ್ಟ್ರದ ಪುಣೆ ಬಳಿ ಬುಧವಾರ ರಾತ್ರಿ ಭೀಕರ ಅಪಘಾತ ಸಂಭವಿಸಿದೆ. ನಿಂತಿದ್ದ ಪಿಕ್ ಅಪ್ ವಾಹನಕ್ಕೆ ವೇಗವಾಗಿ ಬಂದ ಕಾರು ಡಿಕ್ಕಿ ಹೊಡೆದ ಪರಿಣಾಮ ಎಂಟು ಮಂದಿ ಮೃತಪಟ್ಟಿದ್ದಾರೆ. ಪುಣೆ ಜಿಲ್ಲೆಯ ಜೆಜುರಿ-ಮೊರ್ಗಾವ್ ರಸ್ತೆಯಲ್ಲಿ ರಾತ್ರಿ 7-15ರ ಸುಮಾರಿಗೆ ಈ ಅಪಘಾತ ನಡೆದಿದ್ದು, ವೇಗವಾಗಿ ಬಂದ ಕಾರು ಪಿಕ್ ಅಪ್ ವಾಹನಕ್ಕೆ ಡಿಕ್ಕಿ ಹೊಡೆದಿದೆ ಎಂದು ಪೊಲೀಸರು ತಿಳಿಸಿದ್ದಾರೆ. ಅಪಘಾತದಲ್ಲಿ ಗಾಯಗೊಂಡವರನ್ನು ಸ್ಥಳೀಯ ಆಸ್ಪತ್ರೆಗೆ ದಾಖಲಿಸಲಾಗಿದೆ. ಕಾರು ಚಾಲಕನ ನಿಯಂತ್ರಣ ತಪ್ಪಿ ಈ ದುರಂತ ಸಂಭವಿಸಿದೆ ಎಂದು ಪ್ರಾಥಮಿಕ ತನಿಖೆಯಿಂದ ತಿಳಿದುಬಂದಿದೆ. ಪೊಲೀಸರು ಪ್ರಕರಣ ದಾಖಲಿಸಿಕೊಂಡು ತನಿಖೆ ನಡೆಸುತ್ತಿದ್ದಾರೆ. [756,915,940,1003]
pickup-headline [756,878,942,908]
croatia-thanks-col2 [286,149,452,314]
article-text: ಜೋರಾಗಿ ಸ್ಫೋಟಗಳು ಕೇಳಿಬಂದವು. ಈ ಸ್ಫೋಟಗಳ ನಂತರ, ಇಸ್ರೇಲ್ ಸೈನ್ಯವು ಟೆಹ್ರಾನ್‌ನಲ್ಲಿ ಕ್ಷಿಪಣಿ ಉತ್ಪಾದನಾ ಸೌಲಭ್ಯಗಳ ಮೇಲೆ ದಾಳಿ ಮಾಡಿದೆ ಎಂದು ಹೇಳಿಕೊಂಡಿದೆ. ''ಭಯೋತ್ಪಾದಕ ಜಿಯೋನಿಸ್ಟ್ ಆಡಳಿತಕ್ಕೆ ನಾವು ಬಲವಾದ ಪ್ರತಿಕ್ರಿಯೆ ನೀಡಬೇಕು'' ಎಂದು ಖಮೇನಿ ಸಾಮಾಜಿಕ ಜಾಲತಾಣದಲ್ಲಿ ಬರೆದಿದ್ದಾರೆ. [602,947,746,1001]
pakistan-col3 [592,688,746,866]
dateline: ರುದ್ರಪ್ರಯಾಗ (ಉತ್ತರಾಖಂಡ): [434,1259,508,1268]
